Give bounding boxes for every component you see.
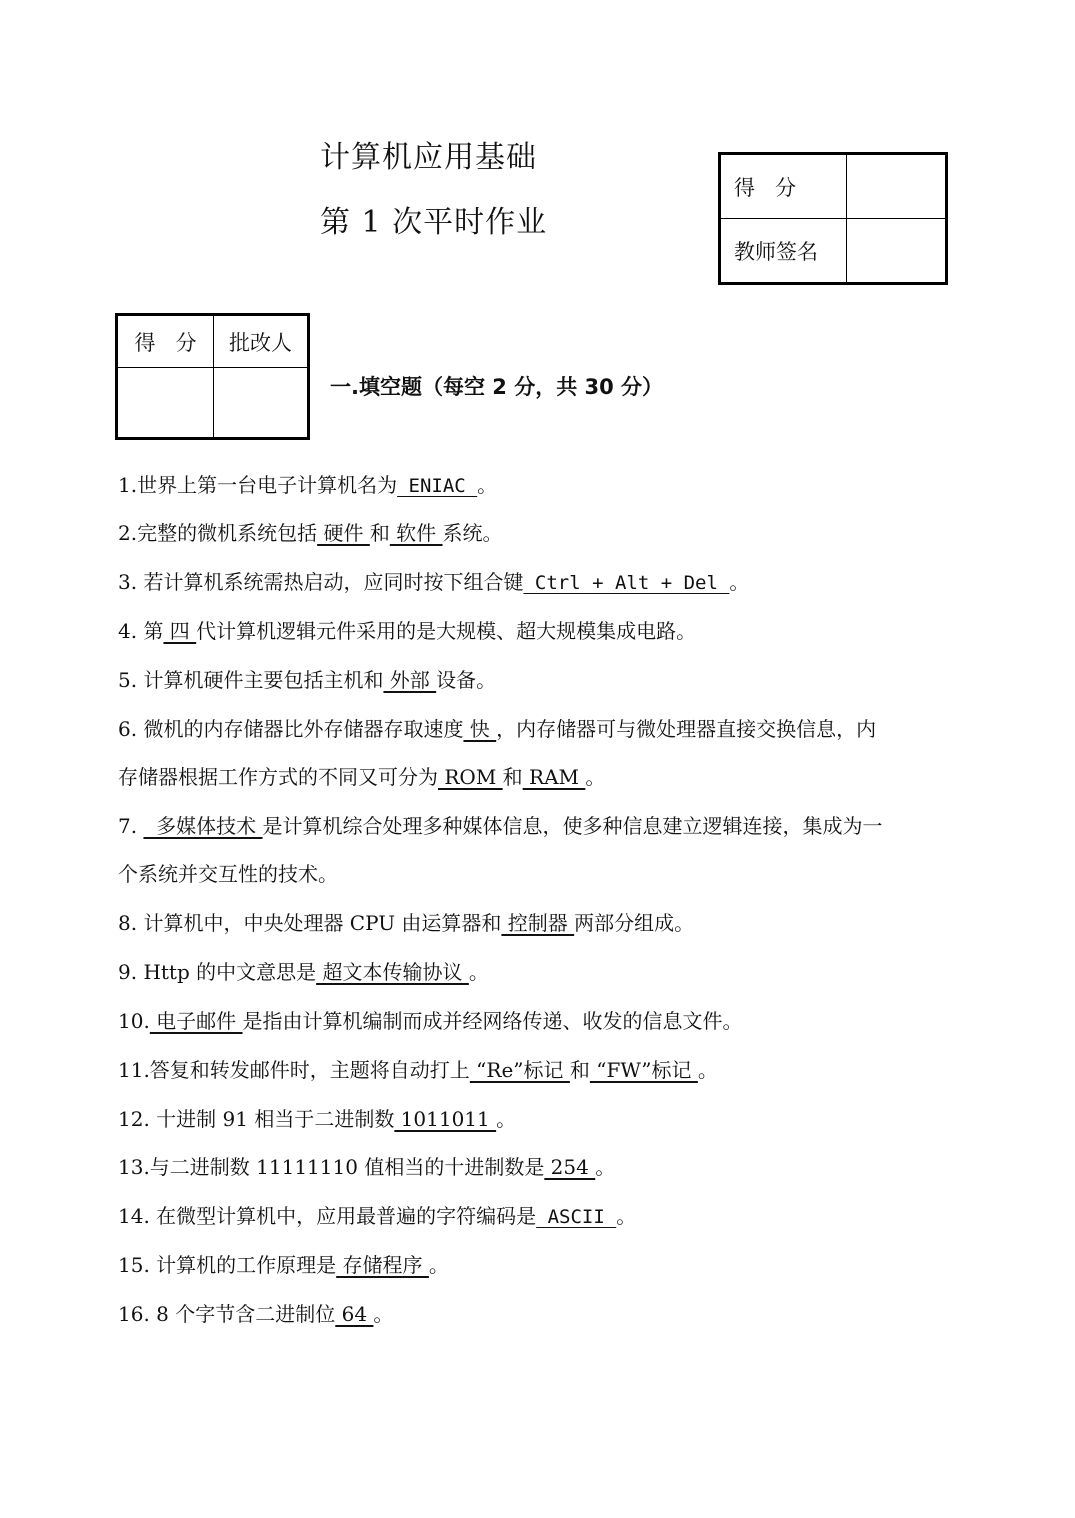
document-title: 计算机应用基础: [320, 140, 537, 175]
answer-blank: 存储程序: [336, 1253, 429, 1277]
question-13: 13.与二进制数 11111110 值相当的十进制数是 254 。: [118, 1155, 616, 1179]
question-8: 8. 计算机中，中央处理器 CPU 由运算器和 控制器 两部分组成。: [118, 911, 695, 935]
answer-blank: 多媒体技术: [143, 814, 263, 838]
grader-name-field[interactable]: [214, 368, 309, 439]
question-10: 10. 电子邮件 是指由计算机编制而成并经网络传递、收发的信息文件。: [118, 1009, 743, 1033]
question-16: 16. 8 个字节含二进制位 64 。: [118, 1302, 394, 1326]
question-14: 14. 在微型计算机中，应用最普遍的字符编码是 ASCII 。: [118, 1204, 637, 1228]
question-7-continued: 个系统并交互性的技术。: [118, 862, 338, 886]
answer-blank: 电子邮件: [149, 1009, 243, 1033]
answer-blank: RAM: [522, 765, 586, 789]
answer-blank: ASCII: [536, 1206, 617, 1228]
teacher-sign-field[interactable]: [847, 219, 947, 284]
answer-blank: 硬件: [317, 521, 370, 545]
answer-blank: 外部: [383, 668, 437, 692]
grader-score-field[interactable]: [117, 368, 214, 439]
score-label: 得 分: [720, 154, 847, 219]
answer-blank: 1011011: [394, 1107, 497, 1131]
answer-blank: ENIAC: [397, 475, 478, 497]
question-6: 6. 微机的内存储器比外存储器存取速度 快 ，内存储器可与微处理器直接交换信息，内: [118, 717, 877, 741]
question-9: 9. Http 的中文意思是 超文本传输协议 。: [118, 960, 489, 984]
question-2: 2.完整的微机系统包括 硬件 和 软件 系统。: [118, 521, 503, 545]
answer-blank: 快: [463, 717, 497, 741]
grader-table: [115, 313, 310, 440]
answer-blank: 超文本传输协议: [316, 960, 469, 984]
answer-blank: 64: [335, 1302, 374, 1326]
answer-blank: “FW”标记: [589, 1058, 698, 1082]
score-sign-table: [718, 152, 948, 285]
question-5: 5. 计算机硬件主要包括主机和 外部 设备。: [118, 668, 497, 692]
answer-blank: 四: [163, 619, 197, 643]
score-field[interactable]: [847, 154, 947, 219]
question-11: 11.答复和转发邮件时，主题将自动打上 “Re”标记 和 “FW”标记 。: [118, 1058, 718, 1082]
question-3: 3. 若计算机系统需热启动，应同时按下组合键 Ctrl + Alt + Del 。: [118, 570, 750, 594]
answer-blank: 软件: [389, 521, 443, 545]
assignment-subtitle: 第 1 次平时作业: [320, 205, 548, 240]
answer-blank: ROM: [438, 765, 503, 789]
teacher-sign-label: 教师签名: [720, 219, 847, 284]
answer-blank: 254: [544, 1155, 596, 1179]
question-6-continued: 存储器根据工作方式的不同又可分为 ROM 和 RAM 。: [118, 765, 606, 789]
question-12: 12. 十进制 91 相当于二进制数 1011011 。: [118, 1107, 517, 1131]
answer-blank: 控制器: [501, 911, 575, 935]
question-4: 4. 第 四 代计算机逻辑元件采用的是大规模、超大规模集成电路。: [118, 619, 697, 643]
section-heading: 一.填空题（每空 2 分，共 30 分）: [330, 375, 664, 399]
question-15: 15. 计算机的工作原理是 存储程序 。: [118, 1253, 449, 1277]
question-1: 1.世界上第一台电子计算机名为 ENIAC 。: [118, 473, 498, 497]
answer-blank: Ctrl + Alt + Del: [523, 572, 730, 594]
grader-score-label: 得 分: [117, 315, 214, 368]
grader-label: 批改人: [214, 315, 309, 368]
answer-blank: “Re”标记: [469, 1058, 570, 1082]
question-7: 7. 多媒体技术 是计算机综合处理多种媒体信息，使多种信息建立逻辑连接，集成为一: [118, 814, 883, 838]
